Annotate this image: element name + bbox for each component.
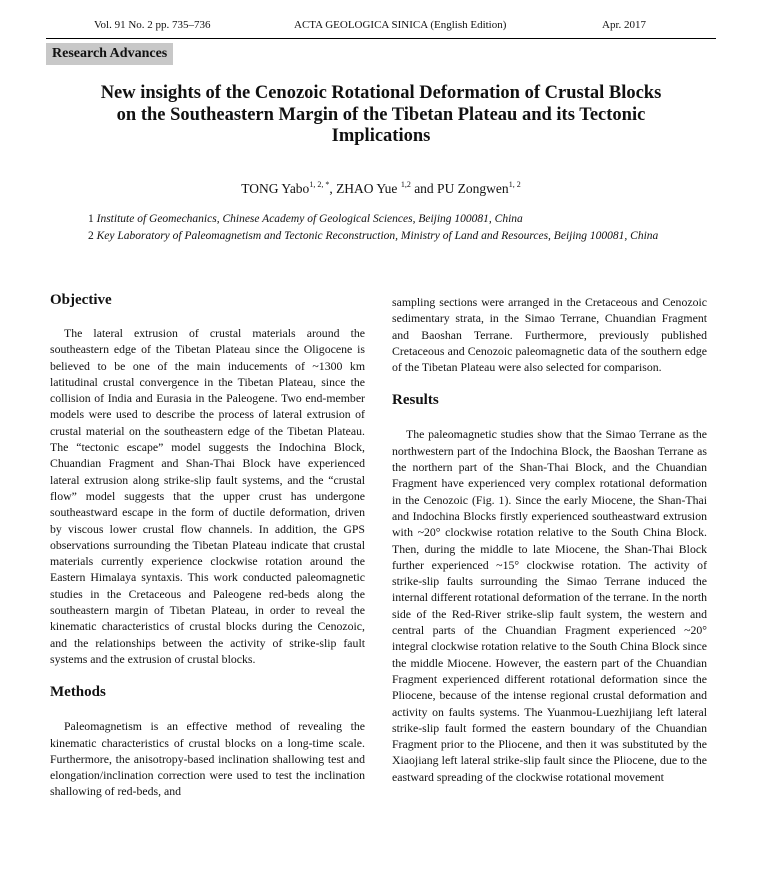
results-paragraph: The paleomagnetic studies show that the Simao Terrane as the northwestern part of the Indochina Block, the Baoshan Terrane as the northern part of the Shan-Thai Block, and the Chuandian Fragment have experienced very complex rotational deformation in the Cenozoic (Fig. 1). Since the early Miocene, the Shan-Thai and Indochina Blocks firstly experienced southeastward extrusion with ~20° clockwise rotation relative to the South China Block. Then, during the middle to late Miocene, the Shan-Thai Block further experienced ~15° clockwise rotation. The activity of strike-slip faults surrounding the Simao Terrane induced the internal different rotational deformation of the terrane. In the north side of the Red-River strike-slip fault system, the western and central parts of the Chuandian Fragment experienced ~20° integral clockwise rotation relative to the South China Block since the middle Miocene. However, the eastern part of the Chuandian Fragment experienced different rotational deformation since the Pliocene, because of the intense regional crustal deformation and activity on faults systems. The Yuanmou-Luezhijiang left lateral strike-slip fault formed the eastern boundary of the Chuandian Fragment prior to the Pliocene, and then it was substituted by the Xiaojiang left lateral strike-slip fault since the Pliocene, due to the eastward spreading of the clockwise rotational movement (392, 427, 707, 784)
left-column (50, 290, 365, 800)
title-line: on the Southeastern Margin of the Tibetan Plateau and its Tectonic (116, 104, 646, 125)
affiliation: 1 Institute of Geomechanics, Chinese Academy of Geological Sciences, Beijing 100081, China (88, 213, 523, 225)
methods-heading: Methods (50, 684, 106, 701)
issue-date: Apr. 2017 (602, 19, 646, 31)
header-rule (46, 38, 716, 39)
section-tag: Research Advances (46, 43, 173, 65)
objective-heading: Objective (50, 292, 112, 308)
affiliation: 2 Key Laboratory of Paleomagnetism and Tectonic Reconstruction, Ministry of Land and Resources, Beijing 100081, China (88, 230, 659, 242)
running-header (46, 19, 716, 35)
methods-paragraph-continued: sampling sections were arranged in the Cretaceous and Cenozoic sedimentary strata, in the Simao Terrane, Chuandian Fragment and Baoshan Terrane. Furthermore, previously published Cretaceous and Cenozoic paleomagnetic data of the southern edge of the Tibetan Plateau were also selected for comparison. (392, 295, 707, 375)
right-column (392, 294, 707, 785)
author-affiliation-mark: 1,2 (400, 180, 411, 189)
volume-info: Vol. 91 No. 2 pp. 735–736 (94, 19, 211, 31)
results-heading: Results (392, 392, 439, 409)
author-affiliation-mark: 1, 2 (508, 180, 521, 189)
author-name: and PU Zongwen (410, 181, 509, 196)
objective-paragraph: The lateral extrusion of crustal materials around the southeastern edge of the Tibetan Plateau since the Oligocene is believed to be one of the main inducements of ~1300 km latitudinal crustal convergence in the Tibetan Plateau, since the collision of India and Eurasia in the Paleogene. Two end-member models were used to describe the process of lateral extrusion of crustal material on the southeastern edge of the Tibetan Plateau. The “tectonic escape” model suggests the Indochina Block, Chuandian Fragment and Shan-Thai Block have experienced lateral extrusion along strike-slip fault systems, and the “crustal flow” model suggests that the upper crust has undergone southeastward escape in the form of ductile deformation, driven by viscous lower crustal flow channels. In addition, the GPS observations surrounding the Tibetan Plateau indicate that crustal materials currently experience clockwise rotation around the Eastern Himalaya syntaxis. This work conducted paleomagnetic studies in the Cretaceous and Paleogene red-beds along the southeastern margin of Tibetan Plateau, in order to reveal the kinematic characteristics of crustal blocks during the Cenozoic, and the relationships between the activity of strike-slip fault systems and the extrusion of crustal blocks. (50, 326, 365, 666)
methods-paragraph: Paleomagnetism is an effective method of revealing the kinematic characteristics of crustal blocks on a long-time scale. Furthermore, the anisotropy-based inclination shallowing test and elongation/inclination correction were used to test the inclination shallowing of red-beds, and (50, 719, 365, 799)
author-list (46, 180, 716, 197)
title-line: New insights of the Cenozoic Rotational Deformation of Crustal Blocks (100, 83, 662, 103)
author-affiliation-mark: 1, 2, * (309, 180, 330, 189)
paper-title (46, 83, 716, 148)
affiliations (88, 211, 688, 245)
author-name: , ZHAO Yue (329, 181, 401, 196)
journal-name: ACTA GEOLOGICA SINICA (English Edition) (294, 19, 507, 31)
title-line: Implications (331, 126, 431, 146)
author-name: TONG Yabo (241, 181, 310, 196)
